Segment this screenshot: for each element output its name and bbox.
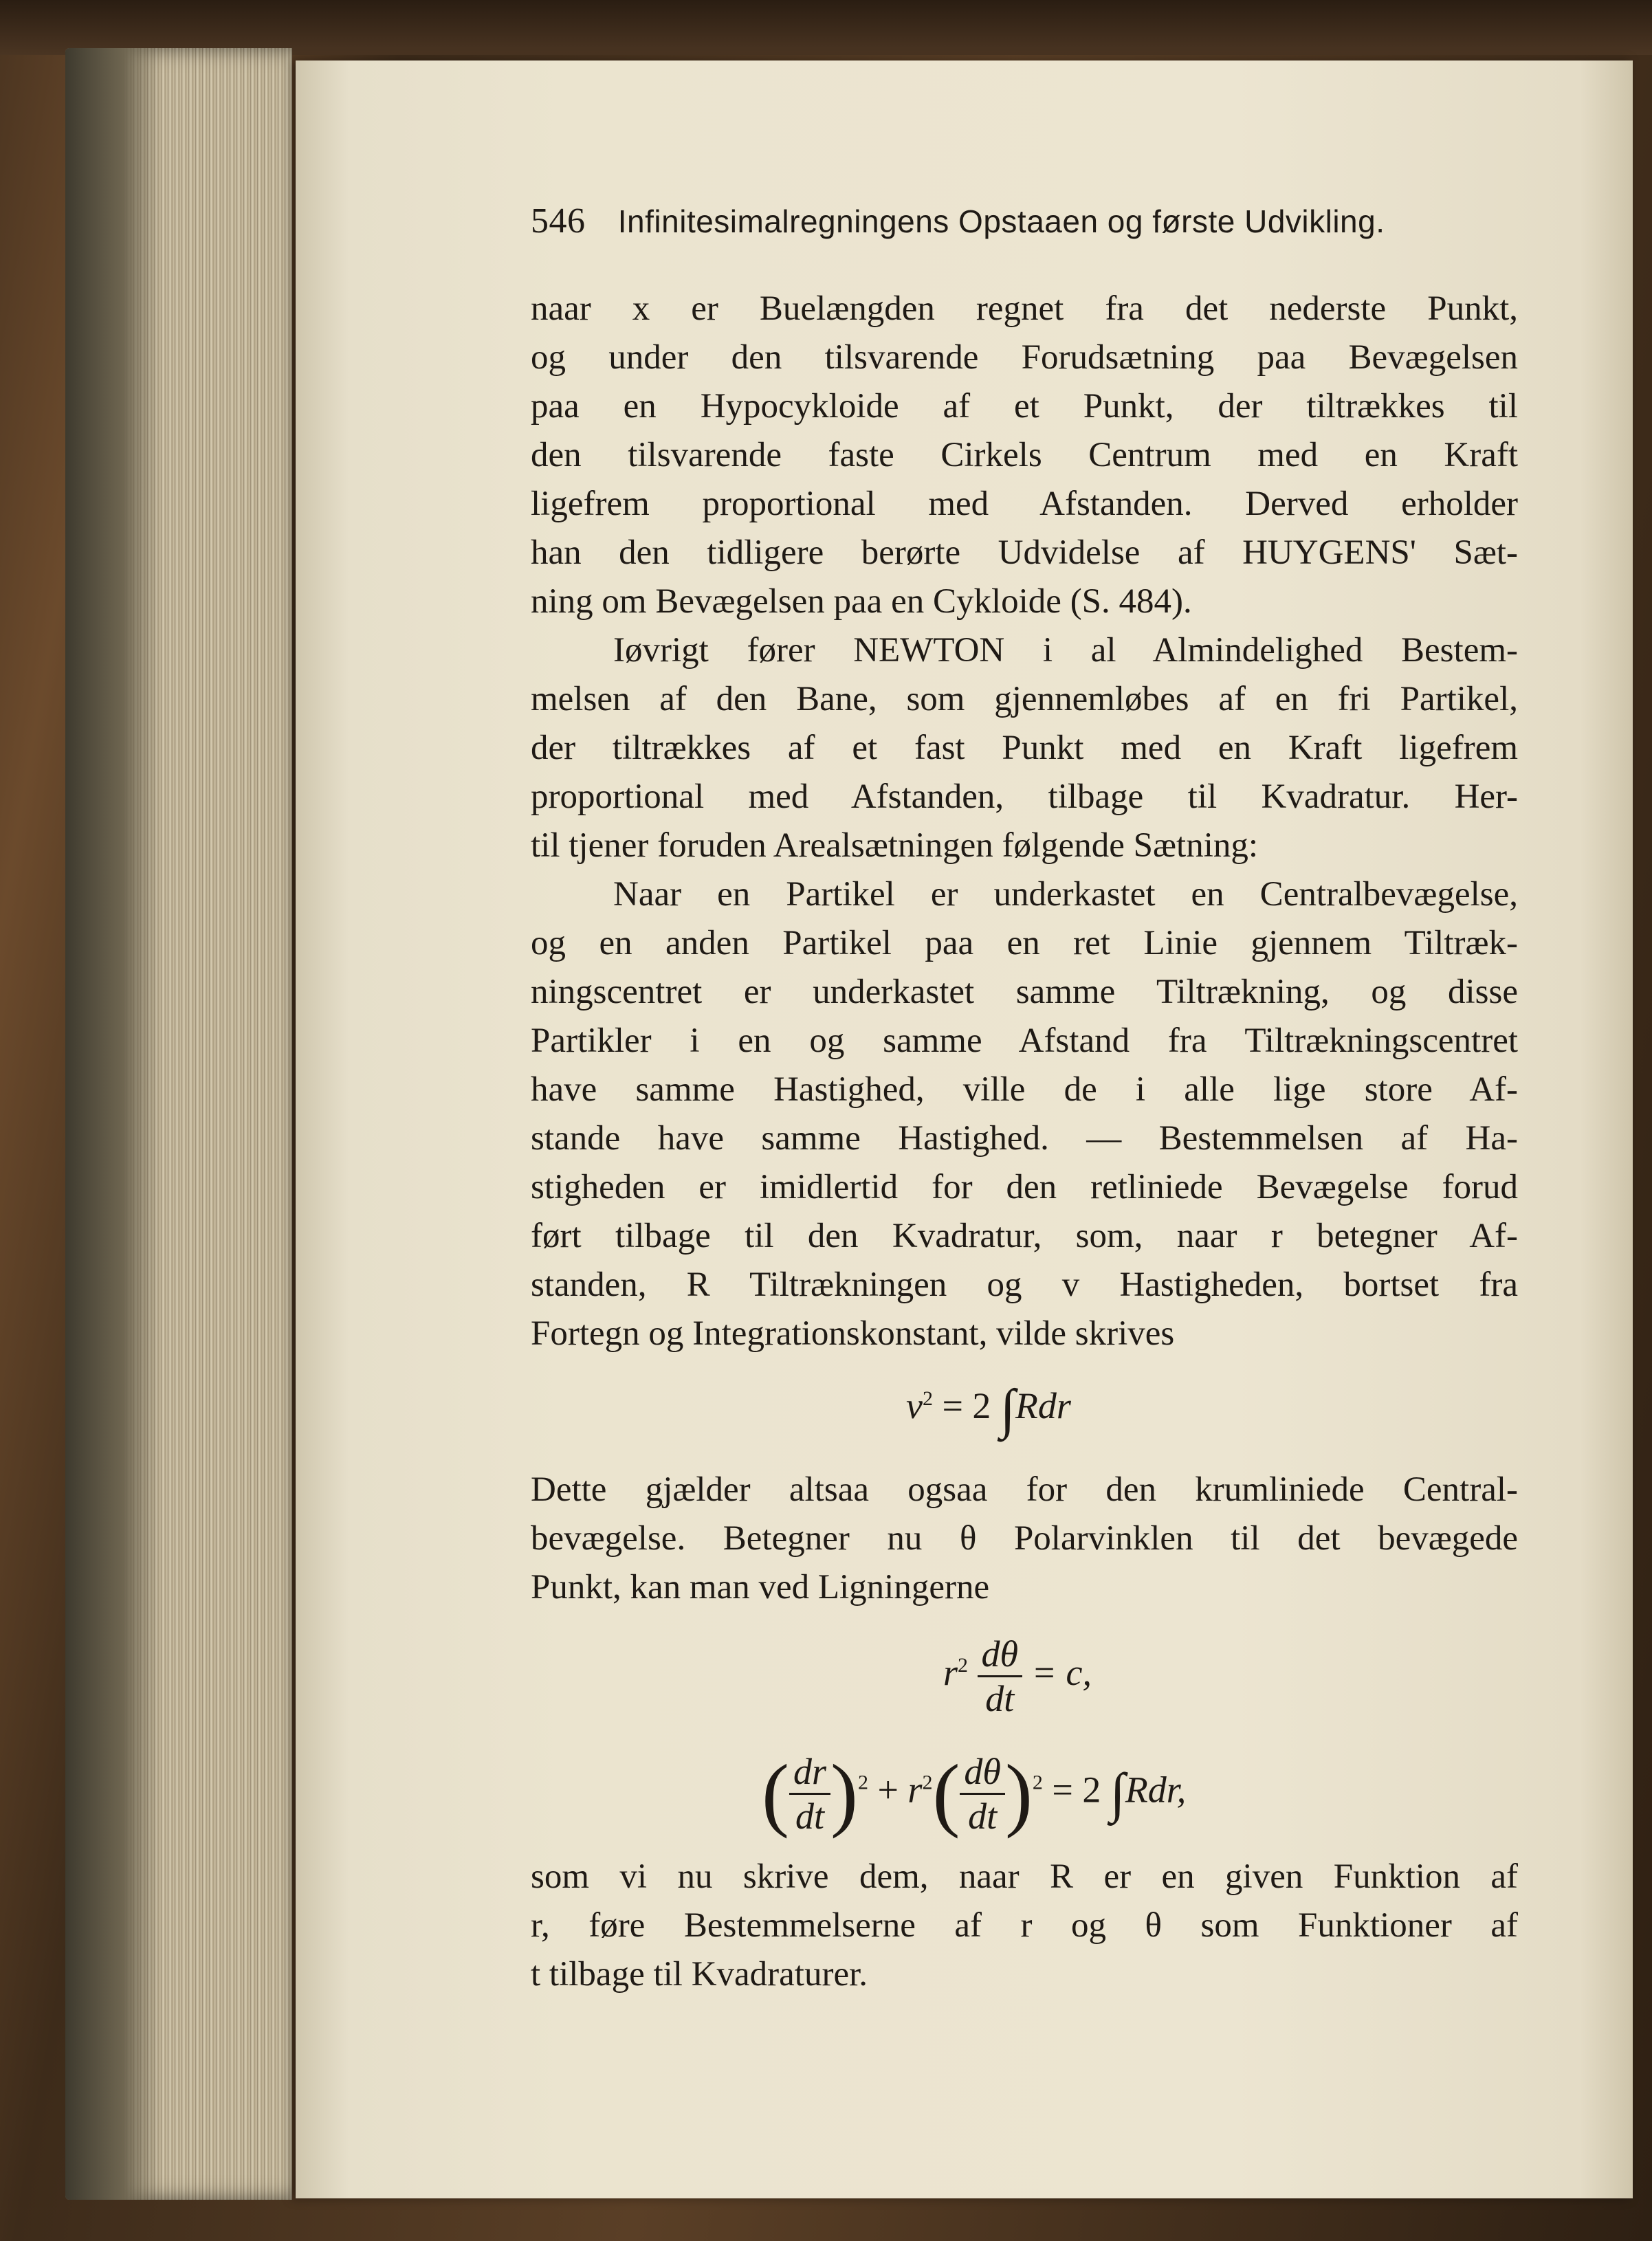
formula-equals: = 2 [1052,1769,1101,1811]
text-line: ført tilbage til den Kvadratur, som, naar r betegner Af- [531,1217,1518,1255]
text-line: bevægelse. Betegner nu θ Polarvinklen til det bevægede [531,1519,1518,1558]
formula-velocity [906,1378,1071,1441]
running-header [531,201,1424,241]
paragraph-5 [531,1853,1518,1999]
formula-exponent: 2 [922,1771,933,1794]
text-line: melsen af den Bane, som gjennemløbes af en fri Partikel, [531,680,1518,718]
text-line: t tilbage til Kvadraturer. [531,1955,868,1994]
integral-sign: ∫ [1110,1763,1125,1824]
paragraph-2 [531,626,1518,870]
text-line: ligefrem proportional med Afstanden. Derved erholder [531,485,1518,523]
fraction [960,1750,1005,1837]
text-line: og under den tilsvarende Forudsætning paa Bevægelsen [531,338,1518,377]
text-line: r, føre Bestemmelserne af r og θ som Funktioner af [531,1906,1518,1945]
text-line: til tjener foruden Arealsætningen følgende Sætning: [531,826,1259,865]
formula-equals: = 2 [942,1384,991,1426]
text-line: proportional med Afstanden, tilbage til Kvadratur. Her- [531,777,1518,816]
formula-symbol: v [906,1384,923,1426]
integral-sign: ∫ [1000,1379,1015,1439]
book-cover-top [0,0,1652,55]
formula-integrand: Rdr [1015,1384,1071,1426]
page-number: 546 [531,201,586,241]
formula-integrand: Rdr, [1125,1769,1187,1811]
formula-energy [762,1746,1186,1841]
formula-symbol: r [907,1769,923,1811]
text-line: og en anden Partikel paa en ret Linie gjennem Tiltræk- [531,924,1518,962]
fraction-numerator: dθ [960,1750,1005,1795]
text-line: han den tidligere berørte Udvidelse af HUYGENS' Sæt- [531,533,1518,572]
paragraph-3 [531,870,1518,1358]
paragraph-4 [531,1466,1518,1612]
text-line: ning om Bevægelsen paa en Cykloide (S. 484). [531,582,1192,621]
formula-exponent: 2 [1032,1771,1043,1794]
fraction [789,1750,830,1837]
running-title: Infinitesimalregningens Opstaaen og første Udvikling. [617,203,1385,239]
paren-close: ) [830,1747,858,1839]
fraction [978,1633,1023,1720]
text-line: Fortegn og Integrationskonstant, vilde skrives [531,1314,1175,1353]
text-line: stande have samme Hastighed. — Bestemmelsen af Ha- [531,1119,1518,1158]
formula-rhs: = c, [1031,1651,1092,1693]
text-line: Partikler i en og samme Afstand fra Tiltrækningscentret [531,1022,1518,1060]
text-line: der tiltrækkes af et fast Punkt med en Kraft ligefrem [531,729,1518,767]
fraction-denominator: dt [968,1795,998,1837]
page-edges-shadow [65,48,162,2200]
formula-plus: + [877,1769,899,1811]
text-line: have samme Hastighed, ville de i alle lige store Af- [531,1070,1518,1109]
formula-exponent: 2 [857,1771,868,1794]
text-line: Dette gjælder altsaa ogsaa for den krumliniede Central- [531,1470,1518,1509]
formula-exponent: 2 [922,1387,933,1410]
fraction-denominator: dt [985,1678,1015,1719]
text-line: naar x er Buelængden regnet fra det nederste Punkt, [531,289,1518,328]
fraction-denominator: dt [795,1795,824,1837]
text-line: ningscentret er underkastet samme Tiltrækning, og disse [531,973,1518,1011]
text-line: den tilsvarende faste Cirkels Centrum med en Kraft [531,436,1518,474]
paren-close: ) [1004,1747,1033,1839]
formula-symbol: r [943,1651,958,1693]
formula-areal [943,1633,1092,1720]
paragraph-1 [531,285,1518,626]
text-line: Iøvrigt fører NEWTON i al Almindelighed Bestem- [613,631,1518,670]
text-line: stigheden er imidlertid for den retliniede Bevægelse forud [531,1168,1518,1206]
text-line: som vi nu skrive dem, naar R er en given Funktion af [531,1857,1518,1896]
paren-open: ( [932,1747,960,1839]
text-line: paa en Hypocykloide af et Punkt, der tiltrækkes til [531,387,1518,426]
fraction-numerator: dθ [978,1633,1023,1677]
text-line: Naar en Partikel er underkastet en Centralbevægelse, [613,875,1518,914]
formula-exponent: 2 [958,1653,969,1677]
text-line: Punkt, kan man ved Ligningerne [531,1568,990,1607]
paren-open: ( [762,1747,789,1839]
text-line: standen, R Tiltrækningen og v Hastigheden, bortset fra [531,1266,1518,1304]
fraction-numerator: dr [789,1750,830,1795]
